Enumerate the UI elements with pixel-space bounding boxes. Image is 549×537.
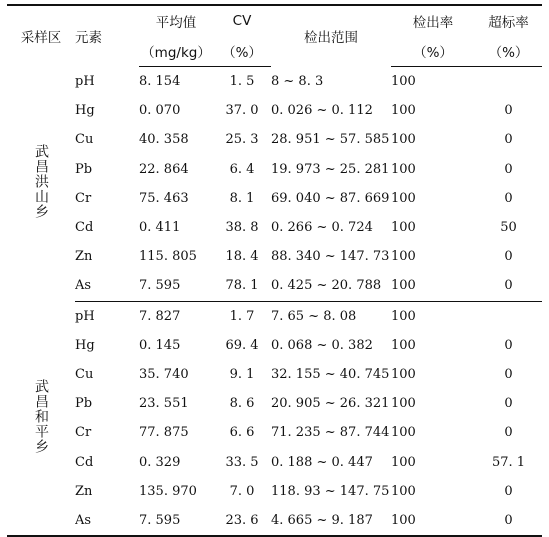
cell-detect-rate: 100 xyxy=(391,74,416,90)
table-row xyxy=(7,155,542,184)
cell-range: 69. 040 ~ 87. 669 xyxy=(271,190,390,206)
cell-cv: 1. 5 xyxy=(229,74,255,90)
header-detect-rate-unit: （%） xyxy=(391,36,475,67)
cell-cv: 1. 7 xyxy=(229,308,255,324)
cell-detect-rate: 100 xyxy=(391,190,416,206)
cell-range: 20. 905 ~ 26. 321 xyxy=(271,396,390,412)
cell-detect-rate: 100 xyxy=(391,161,416,177)
header-cv-unit: （%） xyxy=(213,36,271,67)
cell-element: Cd xyxy=(75,220,94,236)
cell-detect-rate: 100 xyxy=(391,483,416,499)
table-row xyxy=(7,184,542,213)
cell-mean: 7. 595 xyxy=(139,512,181,528)
cell-exceed-rate: 0 xyxy=(504,249,513,265)
cell-element: Pb xyxy=(75,396,93,412)
cell-exceed-rate xyxy=(475,67,542,97)
cell-detect-rate: 100 xyxy=(391,396,416,412)
cell-cv: 8. 6 xyxy=(229,396,255,412)
cell-range: 0. 068 ~ 0. 382 xyxy=(271,337,373,353)
cell-exceed-rate: 0 xyxy=(504,103,513,119)
table-row xyxy=(7,389,542,418)
cell-exceed-rate: 0 xyxy=(504,425,513,441)
cell-exceed-rate: 57. 1 xyxy=(491,454,526,470)
table-row xyxy=(7,213,542,242)
cell-element: Cr xyxy=(75,425,92,441)
cell-exceed-rate xyxy=(475,301,542,331)
cell-mean: 115. 805 xyxy=(139,249,197,265)
header-mean: 平均值 xyxy=(155,15,197,31)
cell-cv: 78. 1 xyxy=(213,271,271,301)
cell-element: Hg xyxy=(75,337,95,353)
table-header xyxy=(7,5,542,67)
header-region: 采样区 xyxy=(20,30,62,47)
cell-range: 118. 93 ~ 147. 75 xyxy=(271,483,390,499)
cell-cv: 33. 5 xyxy=(225,454,259,470)
cell-detect-rate: 100 xyxy=(391,454,416,470)
cell-range: 88. 340 ~ 147. 73 xyxy=(271,249,390,265)
cell-range: 7. 65 ~ 8. 08 xyxy=(271,308,357,324)
cell-mean: 0. 411 xyxy=(139,220,181,236)
cell-exceed-rate: 0 xyxy=(504,132,513,148)
region-group-heping xyxy=(7,301,542,536)
header-mean-unit: （mg/kg） xyxy=(139,36,213,67)
cell-cv: 25. 3 xyxy=(225,132,259,148)
cell-exceed-rate: 0 xyxy=(504,483,513,499)
cell-range: 0. 026 ~ 0. 112 xyxy=(271,103,373,119)
cell-cv: 18. 4 xyxy=(225,249,259,265)
table-row xyxy=(7,418,542,447)
table-row xyxy=(7,360,542,389)
cell-exceed-rate: 0 xyxy=(504,396,513,412)
cell-range: 0. 188 ~ 0. 447 xyxy=(271,454,373,470)
table-row xyxy=(7,67,542,97)
cell-detect-rate: 100 xyxy=(391,103,416,119)
cell-cv: 69. 4 xyxy=(225,337,259,353)
cell-mean: 0. 329 xyxy=(139,454,181,470)
cell-detect-rate: 100 xyxy=(391,512,416,528)
cell-mean: 135. 970 xyxy=(139,483,197,499)
table-row xyxy=(7,96,542,125)
header-detect-rate: 检出率 xyxy=(412,15,454,31)
cell-element: Cr xyxy=(75,190,92,206)
cell-cv: 23. 6 xyxy=(225,512,259,528)
cell-mean: 0. 145 xyxy=(139,337,181,353)
cell-element: pH xyxy=(75,73,95,89)
header-cv: CV xyxy=(232,13,252,29)
cell-cv: 38. 8 xyxy=(225,220,259,236)
cell-mean: 23. 551 xyxy=(139,396,189,412)
header-exceed-rate: 超标率 xyxy=(488,15,529,31)
cell-cv: 7. 0 xyxy=(229,483,255,499)
table-row xyxy=(7,331,542,360)
cell-exceed-rate: 0 xyxy=(504,161,513,177)
cell-range: 19. 973 ~ 25. 281 xyxy=(271,161,390,177)
cell-exceed-rate: 0 xyxy=(504,512,513,528)
cell-element: pH xyxy=(75,308,95,324)
cell-detect-rate: 100 xyxy=(391,308,416,324)
cell-element: Cu xyxy=(75,366,94,382)
cell-cv: 8. 1 xyxy=(229,190,255,206)
cell-mean: 77. 875 xyxy=(139,425,189,441)
region-group-hongshan xyxy=(7,67,542,302)
cell-mean: 35. 740 xyxy=(139,366,189,382)
cell-element: As xyxy=(75,271,139,301)
region-name: 武昌洪山乡 xyxy=(33,144,49,220)
cell-element: Zn xyxy=(75,483,93,499)
cell-detect-rate: 100 xyxy=(391,271,475,301)
table-row xyxy=(7,125,542,154)
cell-cv: 9. 1 xyxy=(229,366,255,382)
table-row xyxy=(7,242,542,271)
region-cell xyxy=(7,301,75,536)
cell-element: As xyxy=(75,512,92,528)
cell-cv: 6. 4 xyxy=(229,161,255,177)
cell-range: 0. 266 ~ 0. 724 xyxy=(271,220,373,236)
cell-element: Cd xyxy=(75,454,94,470)
header-exceed-rate-unit: （%） xyxy=(475,36,542,67)
cell-mean: 0. 070 xyxy=(139,103,181,119)
cell-exceed-rate: 0 xyxy=(475,271,542,301)
region-name: 武昌和平乡 xyxy=(33,378,49,454)
table-row xyxy=(7,447,542,476)
cell-range: 32. 155 ~ 40. 745 xyxy=(271,366,390,382)
cell-exceed-rate: 0 xyxy=(504,190,513,206)
cell-exceed-rate: 0 xyxy=(504,366,513,382)
cell-range: 4. 665 ~ 9. 187 xyxy=(271,512,373,528)
table-row xyxy=(7,477,542,506)
header-element: 元素 xyxy=(75,30,102,47)
cell-detect-rate: 100 xyxy=(391,425,416,441)
cell-mean: 75. 463 xyxy=(139,190,189,206)
cell-range: 71. 235 ~ 87. 744 xyxy=(271,425,390,441)
cell-mean: 7. 595 xyxy=(139,271,213,301)
cell-range: 28. 951 ~ 57. 585 xyxy=(271,132,390,148)
header-range: 检出范围 xyxy=(304,30,358,47)
table-row xyxy=(7,271,542,301)
cell-range: 0. 425 ~ 20. 788 xyxy=(271,271,391,301)
cell-detect-rate: 100 xyxy=(391,366,416,382)
cell-mean: 7. 827 xyxy=(139,308,181,324)
cell-detect-rate: 100 xyxy=(391,220,416,236)
cell-detect-rate: 100 xyxy=(391,249,416,265)
cell-element: Zn xyxy=(75,249,93,265)
statistics-table xyxy=(7,4,542,537)
cell-element: Hg xyxy=(75,103,95,119)
cell-cv: 6. 6 xyxy=(229,425,255,441)
cell-mean: 40. 358 xyxy=(139,132,189,148)
cell-cv: 37. 0 xyxy=(225,103,259,119)
cell-mean: 8. 154 xyxy=(139,74,181,90)
cell-range: 8 ~ 8. 3 xyxy=(271,73,324,89)
table-row xyxy=(7,506,542,536)
table-row xyxy=(7,301,542,331)
cell-exceed-rate: 0 xyxy=(504,337,513,353)
cell-element: Cu xyxy=(75,132,94,148)
cell-detect-rate: 100 xyxy=(391,132,416,148)
cell-exceed-rate: 50 xyxy=(500,220,517,236)
cell-mean: 22. 864 xyxy=(139,161,189,177)
cell-element: Pb xyxy=(75,161,93,177)
cell-detect-rate: 100 xyxy=(391,337,416,353)
region-cell xyxy=(7,67,75,302)
